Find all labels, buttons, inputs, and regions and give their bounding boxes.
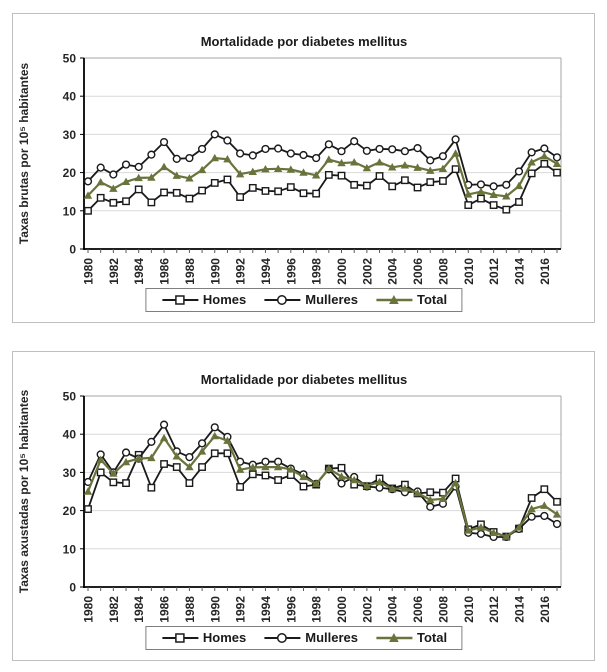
chart-title: Mortalidade por diabetes mellitus — [200, 372, 408, 387]
svg-text:20: 20 — [62, 504, 76, 519]
svg-text:1982: 1982 — [106, 258, 121, 285]
mulleres-marker-icon — [262, 632, 302, 644]
svg-text:40: 40 — [62, 89, 76, 104]
svg-text:0: 0 — [69, 242, 76, 257]
svg-text:1984: 1984 — [132, 596, 147, 623]
svg-text:1998: 1998 — [309, 596, 324, 623]
svg-text:2002: 2002 — [360, 258, 375, 285]
legend-label-total: Total — [417, 630, 448, 645]
svg-text:2000: 2000 — [335, 596, 350, 623]
legend-label-total: Total — [417, 292, 448, 307]
axustadas-chart-panel — [12, 351, 595, 661]
svg-text:2004: 2004 — [385, 596, 400, 623]
svg-text:1994: 1994 — [258, 596, 273, 623]
svg-text:1984: 1984 — [132, 258, 147, 285]
legend-item-mulleres — [262, 630, 358, 645]
svg-text:40: 40 — [62, 427, 76, 442]
svg-text:2010: 2010 — [461, 258, 476, 285]
legend-label-homes: Homes — [202, 630, 247, 645]
svg-text:1996: 1996 — [284, 596, 299, 623]
svg-text:Taxas brutas por 10⁵ habitante: Taxas brutas por 10⁵ habitantes — [17, 62, 31, 245]
svg-text:1980: 1980 — [81, 258, 96, 285]
svg-text:2012: 2012 — [487, 596, 502, 623]
total-marker-icon — [374, 632, 414, 644]
svg-text:2014: 2014 — [512, 258, 527, 285]
legend — [145, 288, 462, 312]
legend-label-mulleres: Mulleres — [305, 630, 359, 645]
svg-text:1988: 1988 — [182, 258, 197, 285]
svg-text:2016: 2016 — [537, 596, 552, 623]
svg-text:1990: 1990 — [208, 258, 223, 285]
legend-label-mulleres: Mulleres — [305, 292, 359, 307]
svg-text:1992: 1992 — [233, 596, 248, 623]
svg-text:1990: 1990 — [208, 596, 223, 623]
svg-text:2002: 2002 — [360, 596, 375, 623]
svg-text:2008: 2008 — [436, 258, 451, 285]
svg-text:1986: 1986 — [157, 596, 172, 623]
svg-text:0: 0 — [69, 580, 76, 595]
svg-text:2010: 2010 — [461, 596, 476, 623]
axustadas-chart-svg — [13, 352, 594, 624]
svg-text:2004: 2004 — [385, 258, 400, 285]
total-marker-icon — [374, 294, 414, 306]
svg-text:2014: 2014 — [512, 596, 527, 623]
svg-text:20: 20 — [62, 166, 76, 181]
svg-text:2000: 2000 — [335, 258, 350, 285]
svg-text:2016: 2016 — [537, 258, 552, 285]
mulleres-marker-icon — [262, 294, 302, 306]
svg-text:1994: 1994 — [258, 258, 273, 285]
legend-item-homes — [160, 292, 246, 307]
svg-text:1992: 1992 — [233, 258, 248, 285]
legend — [145, 626, 462, 650]
svg-text:2008: 2008 — [436, 596, 451, 623]
svg-text:2006: 2006 — [411, 258, 426, 285]
legend-label-homes: Homes — [202, 292, 247, 307]
brutas-chart-svg — [13, 14, 594, 286]
svg-text:1996: 1996 — [284, 258, 299, 285]
svg-text:10: 10 — [62, 204, 76, 219]
legend-item-total — [374, 630, 447, 645]
legend-item-mulleres — [262, 292, 358, 307]
svg-text:30: 30 — [62, 127, 76, 142]
svg-text:2006: 2006 — [411, 596, 426, 623]
homes-marker-icon — [160, 632, 200, 644]
svg-text:1986: 1986 — [157, 258, 172, 285]
svg-text:2012: 2012 — [487, 258, 502, 285]
svg-text:1982: 1982 — [106, 596, 121, 623]
legend-item-homes — [160, 630, 246, 645]
svg-text:30: 30 — [62, 465, 76, 480]
legend-item-total — [374, 292, 447, 307]
svg-text:50: 50 — [62, 389, 76, 404]
svg-text:1998: 1998 — [309, 258, 324, 285]
brutas-chart-panel — [12, 13, 595, 323]
svg-text:50: 50 — [62, 51, 76, 66]
svg-text:10: 10 — [62, 542, 76, 557]
svg-text:1980: 1980 — [81, 596, 96, 623]
chart-title: Mortalidade por diabetes mellitus — [200, 34, 408, 49]
svg-text:Taxas axustadas por 10⁵ habita: Taxas axustadas por 10⁵ habitantes — [17, 389, 31, 594]
homes-marker-icon — [160, 294, 200, 306]
svg-text:1988: 1988 — [182, 596, 197, 623]
